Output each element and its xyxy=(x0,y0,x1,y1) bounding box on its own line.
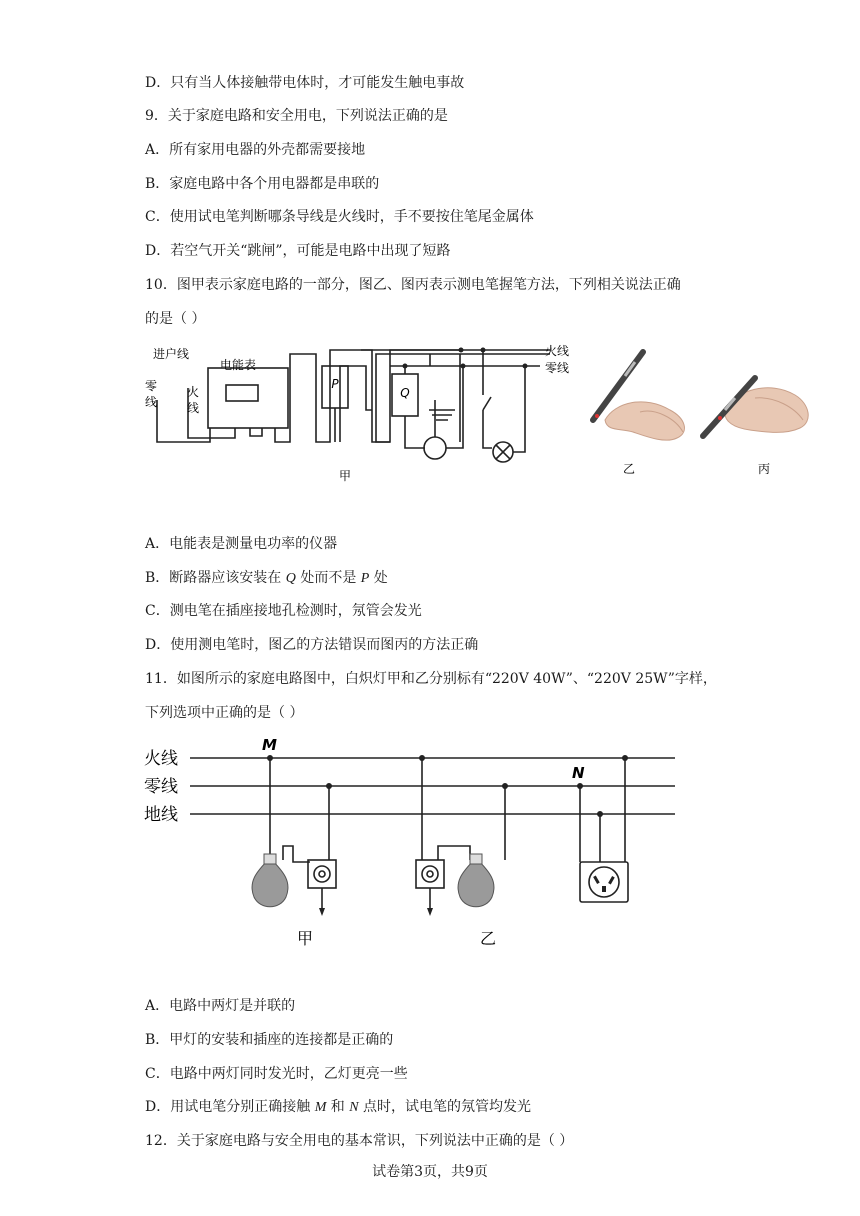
label-live: 火线 xyxy=(144,749,178,769)
switch-yi xyxy=(416,860,444,888)
q11-option-c: C．电路中两灯同时发光时，乙灯更亮一些 xyxy=(145,1066,408,1082)
q11-stem-line2: 下列选项中正确的是（ ） xyxy=(145,705,304,721)
q11-option-b: B．甲灯的安装和插座的连接都是正确的 xyxy=(145,1032,394,1048)
q9-option-b: B．家庭电路中各个用电器都是串联的 xyxy=(145,176,380,192)
caption-bing: 丙 xyxy=(757,462,771,476)
switch-jia xyxy=(308,860,336,888)
label-m: M xyxy=(262,736,277,754)
q10-option-c: C．测电笔在插座接地孔检测时，氖管会发光 xyxy=(145,603,422,619)
q10-stem-line2: 的是（ ） xyxy=(145,311,206,327)
label-neutral: 零线 xyxy=(144,777,178,797)
label-neutral-left: 零 xyxy=(145,379,158,393)
q11-stem-line1: 11．如图所示的家庭电路图中，白炽灯甲和乙分别标有“220V 40W”、“220V 25W”字样， xyxy=(145,671,717,687)
caption-yi: 乙 xyxy=(622,462,636,476)
q11-option-d: D．用试电笔分别正确接触 M 和 N 点时，试电笔的氖管均发光 xyxy=(145,1099,532,1115)
q9-option-d: D．若空气开关“跳闸”，可能是电路中出现了短路 xyxy=(145,243,451,259)
bulb-jia xyxy=(252,854,288,907)
q10-option-d: D．使用测电笔时，图乙的方法错误而图丙的方法正确 xyxy=(145,637,479,653)
page-footer: 试卷第3页，共9页 xyxy=(372,1164,488,1180)
three-pin-socket xyxy=(580,862,628,902)
q10-option-b: B．断路器应该安装在 Q 处而不是 P 处 xyxy=(145,570,388,586)
q12-stem: 12．关于家庭电路与安全用电的基本常识，下列说法中正确的是（ ） xyxy=(145,1133,574,1149)
q10-pen-grip-figure xyxy=(585,340,815,485)
q9-option-a: A．所有家用电器的外壳都需要接地 xyxy=(145,142,366,158)
caption-jia: 甲 xyxy=(338,469,352,483)
label-meter: 电能表 xyxy=(220,358,257,372)
label-neutral-right: 零线 xyxy=(545,361,570,375)
q10-circuit-figure xyxy=(140,340,590,490)
hand-yi-illustration xyxy=(593,352,684,440)
caption-jia: 甲 xyxy=(296,929,314,948)
neutral-service-wire xyxy=(157,400,210,442)
label-live-right: 火线 xyxy=(545,344,570,358)
q10-stem-line1: 10．图甲表示家庭电路的一部分，图乙、图丙表示测电笔握笔方法，下列相关说法正确 xyxy=(145,277,681,293)
q9-option-c: C．使用试电笔判断哪条导线是火线时，手不要按住笔尾金属体 xyxy=(145,209,534,225)
label-live-left: 火 xyxy=(187,385,200,399)
energy-meter xyxy=(208,368,288,428)
label-neutral-left-2: 线 xyxy=(145,395,158,409)
label-live-left-2: 线 xyxy=(187,401,200,415)
q11-circuit-figure xyxy=(140,732,685,957)
bulb-yi xyxy=(458,854,494,907)
q8-option-d: D．只有当人体接触带电体时，才可能发生触电事故 xyxy=(145,75,465,91)
label-n: N xyxy=(572,764,585,782)
hand-bing-illustration xyxy=(703,378,808,436)
label-p: P xyxy=(331,377,339,391)
label-q: Q xyxy=(400,386,410,400)
caption-yi: 乙 xyxy=(479,929,497,948)
label-service-wire: 进户线 xyxy=(153,347,190,361)
label-ground: 地线 xyxy=(144,805,178,825)
q9-stem: 9．关于家庭电路和安全用电，下列说法正确的是 xyxy=(145,108,448,124)
socket xyxy=(424,437,446,459)
q10-option-a: A．电能表是测量电功率的仪器 xyxy=(145,536,338,552)
q11-option-a: A．电路中两灯是并联的 xyxy=(145,998,296,1014)
